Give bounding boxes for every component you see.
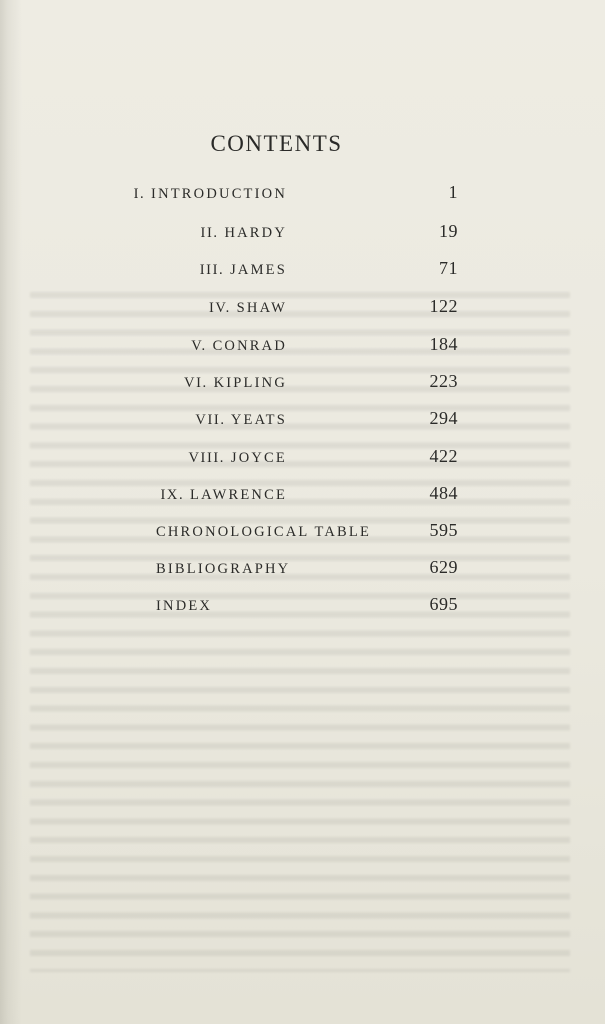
toc-entry-title: JAMES bbox=[230, 262, 287, 278]
toc-entry-index bbox=[0, 594, 605, 622]
toc-entry-title: HARDY bbox=[224, 225, 287, 241]
toc-entry-numeral: V. bbox=[191, 338, 207, 354]
toc-entry-joyce bbox=[0, 446, 605, 474]
toc-entry-label bbox=[134, 186, 287, 203]
toc-entry-introduction bbox=[0, 182, 605, 210]
toc-entry-label bbox=[209, 300, 287, 317]
toc-entry-title: INDEX bbox=[156, 598, 213, 614]
toc-entry-label bbox=[191, 338, 287, 355]
toc-entry-page: 422 bbox=[429, 446, 458, 466]
toc-entry-conrad bbox=[0, 334, 605, 362]
toc-entry-label bbox=[195, 412, 287, 429]
toc-entry-page: 484 bbox=[429, 483, 458, 503]
toc-entry-title: JOYCE bbox=[230, 450, 287, 466]
toc-entry-title: YEATS bbox=[230, 412, 287, 428]
toc-entry-page: 294 bbox=[429, 408, 458, 428]
toc-entry-title: KIPLING bbox=[213, 375, 287, 391]
toc-entry-numeral: VII. bbox=[195, 412, 226, 428]
toc-entry-page: 629 bbox=[429, 557, 458, 577]
toc-entry-title: INTRODUCTION bbox=[151, 186, 287, 202]
toc-entry-numeral: II. bbox=[200, 225, 219, 241]
toc-entry-lawrence bbox=[0, 483, 605, 511]
toc-entry-numeral: VIII. bbox=[188, 450, 226, 466]
toc-entry-shaw bbox=[0, 296, 605, 324]
toc-entry-numeral: VI. bbox=[184, 375, 208, 391]
toc-entry-page: 1 bbox=[448, 182, 458, 202]
toc-entry-page: 122 bbox=[429, 296, 458, 316]
toc-entry-page: 595 bbox=[429, 520, 458, 540]
toc-entry-numeral: IX. bbox=[160, 487, 185, 503]
toc-entry-james bbox=[0, 258, 605, 286]
toc-entry-title: LAWRENCE bbox=[190, 487, 287, 503]
toc-entry-title: SHAW bbox=[236, 300, 287, 316]
toc-entry-numeral: III. bbox=[199, 262, 225, 278]
toc-entry-label bbox=[160, 487, 287, 504]
toc-entry-title: BIBLIOGRAPHY bbox=[156, 561, 291, 577]
toc-entry-label bbox=[188, 450, 287, 467]
toc-entry-label bbox=[200, 262, 287, 279]
toc-entry-numeral: IV. bbox=[208, 300, 231, 316]
toc-entry-chronological-table bbox=[0, 520, 605, 548]
toc-entry-bibliography bbox=[0, 557, 605, 585]
toc-entry-label bbox=[184, 375, 287, 392]
page-title: CONTENTS bbox=[210, 131, 343, 156]
toc-entry-page: 71 bbox=[439, 258, 458, 278]
toc-entry-label bbox=[201, 225, 287, 242]
toc-entry-page: 223 bbox=[429, 371, 458, 391]
toc-entry-kipling bbox=[0, 371, 605, 399]
toc-entry-title: CHRONOLOGICAL TABLE bbox=[156, 524, 372, 540]
toc-entry-yeats bbox=[0, 408, 605, 436]
toc-entry-page: 184 bbox=[429, 334, 458, 354]
toc-entry-page: 695 bbox=[429, 594, 458, 614]
toc-entry-title: CONRAD bbox=[212, 338, 287, 354]
toc-entry-numeral: I. bbox=[133, 186, 146, 202]
toc-entry-hardy bbox=[0, 221, 605, 249]
toc-entry-page: 19 bbox=[439, 221, 458, 241]
